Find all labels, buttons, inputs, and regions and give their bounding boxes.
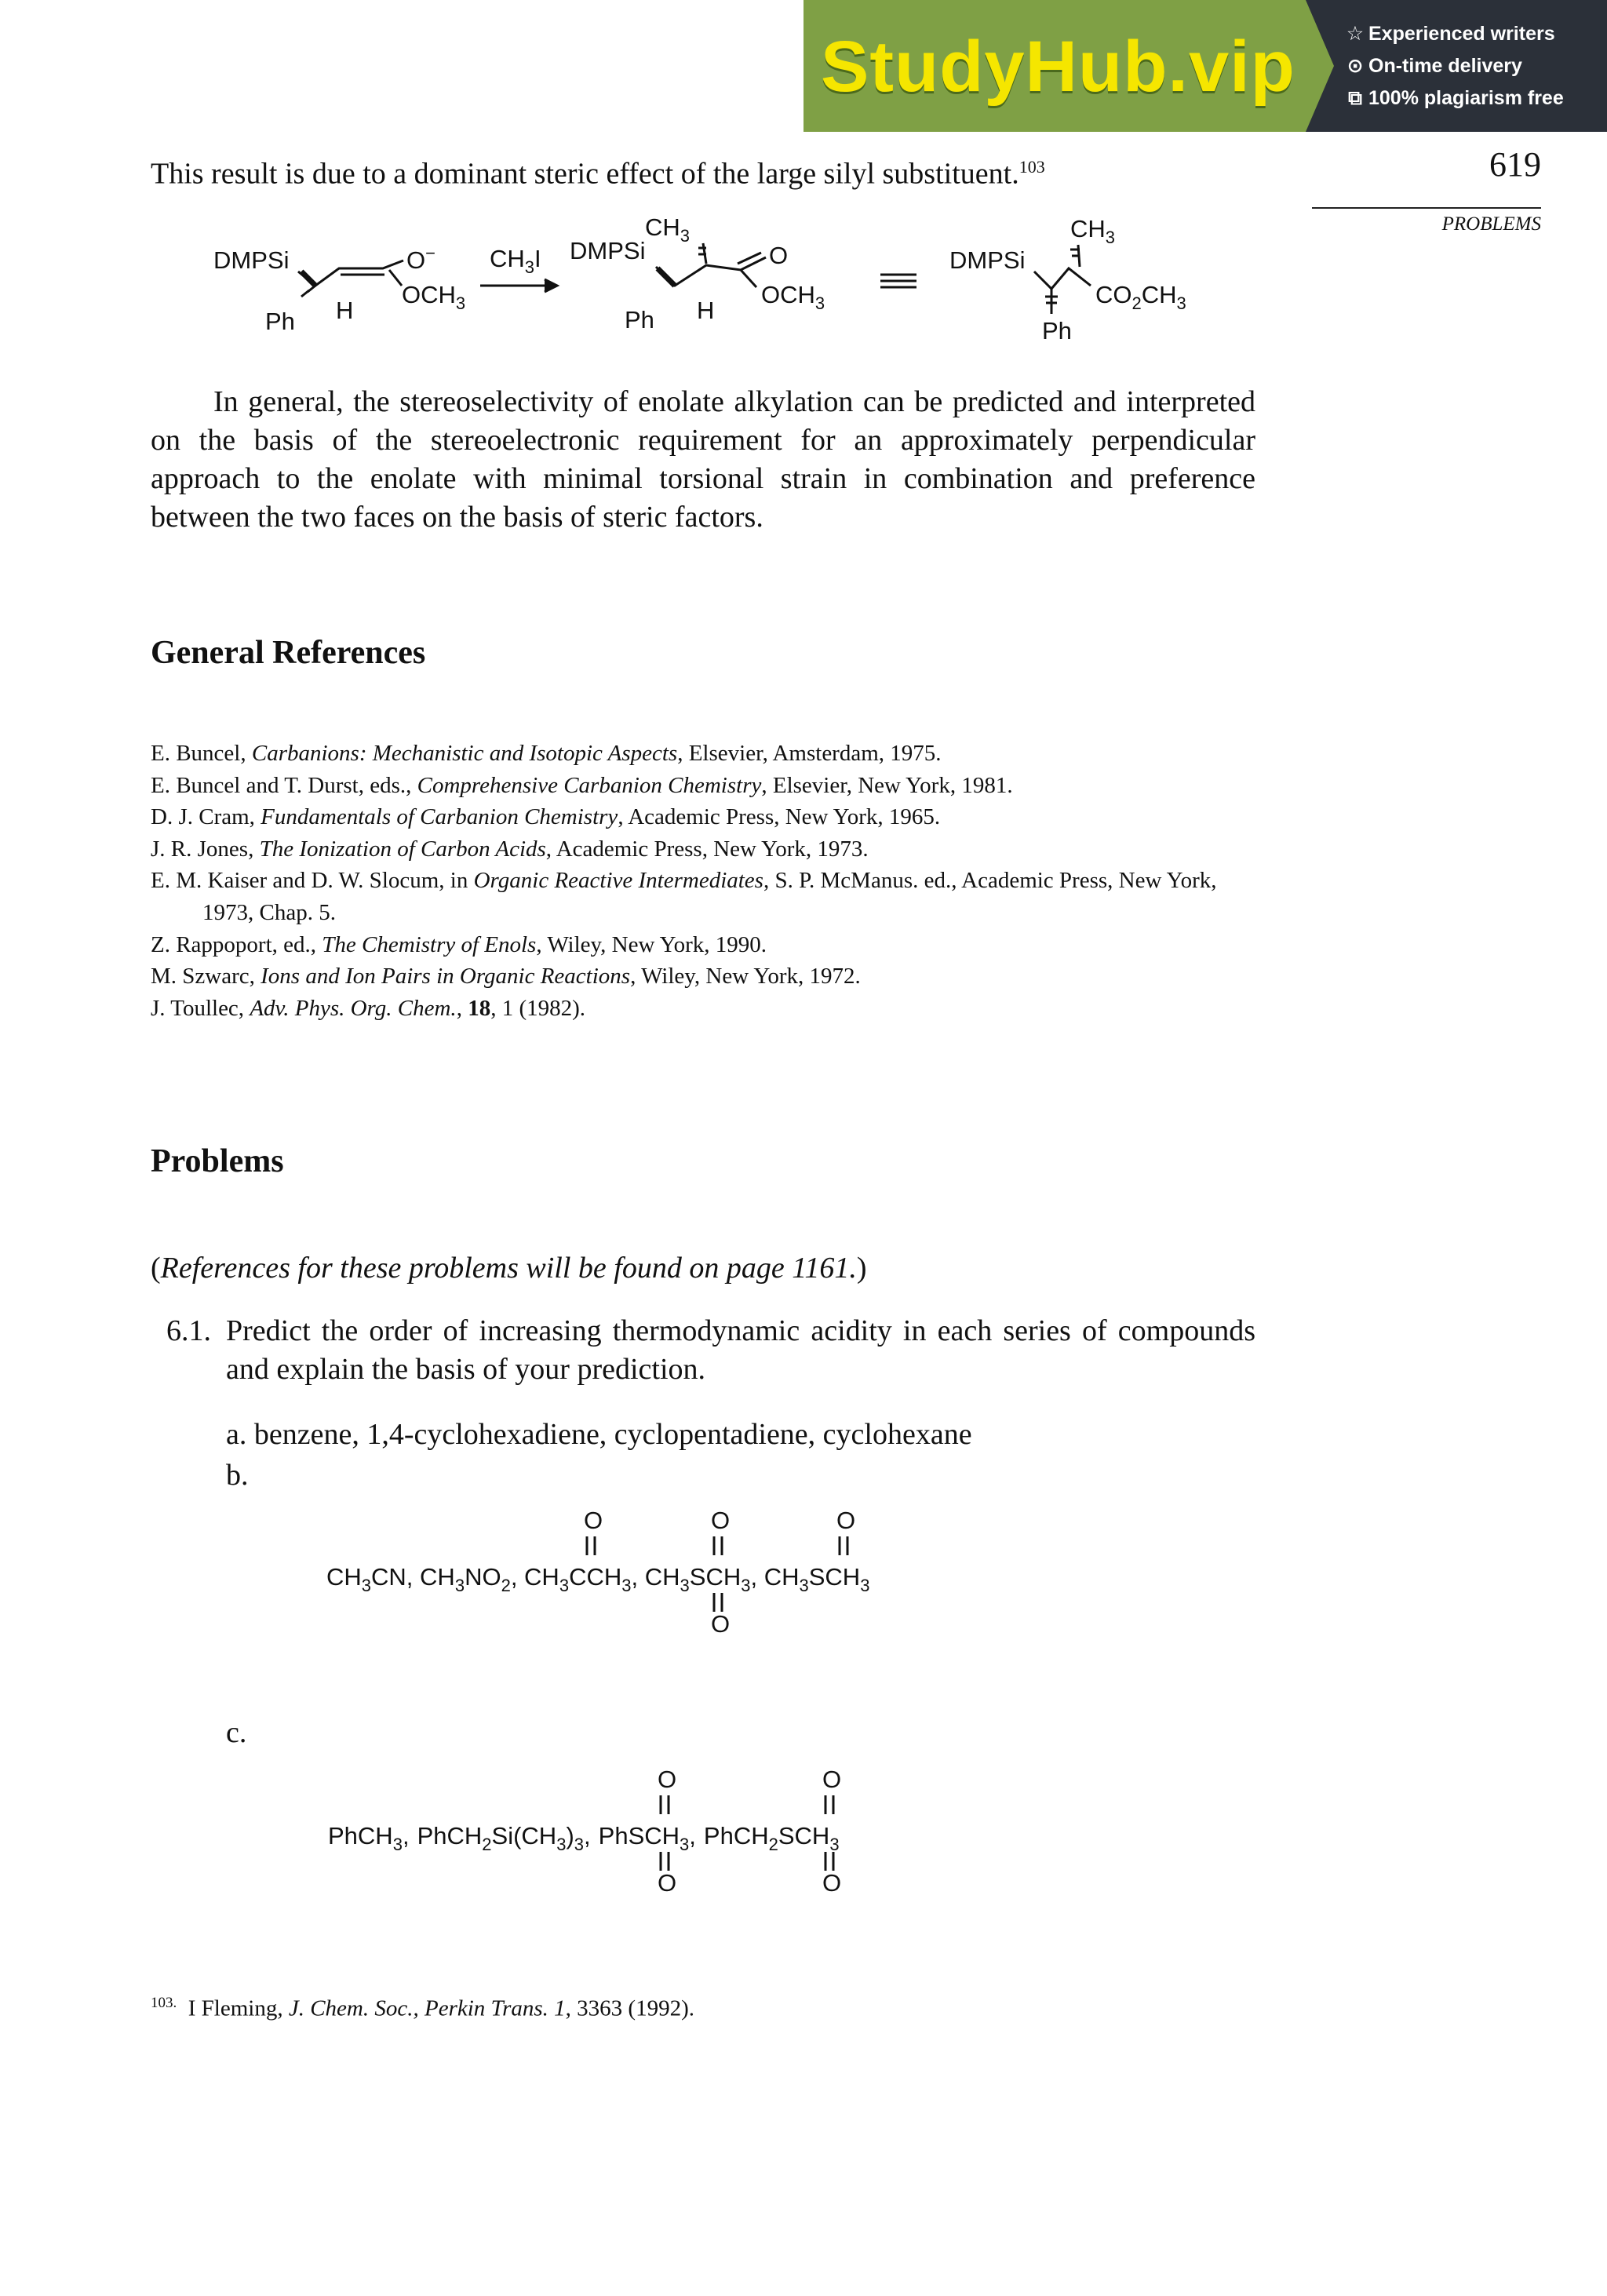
product-methyl: $CH_3$ bbox=[645, 213, 691, 246]
product-methoxy: $OCH_3$ bbox=[761, 281, 825, 313]
sulfone-oxygen-top: O bbox=[711, 1507, 731, 1534]
problem-part-c-label: c. bbox=[226, 1716, 247, 1749]
running-head-rule bbox=[1312, 207, 1541, 209]
reference-list bbox=[151, 738, 1257, 1024]
product-methoxy-bond bbox=[741, 270, 756, 287]
product-carbonyl: O bbox=[769, 242, 789, 269]
reactant-methoxy: $OCH_3$ bbox=[402, 281, 466, 313]
problem-6-1 bbox=[166, 1312, 1255, 1389]
feature-experienced-writers: ☆ Experienced writers bbox=[1346, 23, 1555, 45]
reactant-wedge bbox=[301, 272, 315, 286]
footnote-ref[interactable]: 103 bbox=[1018, 157, 1045, 177]
problems-reference-note: (References for these problems will be found on page 1161.) bbox=[151, 1252, 867, 1285]
sulfoxide-oxygen: O bbox=[836, 1507, 856, 1534]
page-number: 619 bbox=[1489, 145, 1541, 184]
product-methyl-hash bbox=[698, 243, 706, 264]
sulfone-double-bond-bottom bbox=[714, 1593, 722, 1612]
reference-item: J. Toullec, Adv. Phys. Org. Chem., 18, 1 (1982). bbox=[151, 995, 586, 1021]
reaction-scheme bbox=[0, 204, 1255, 361]
sulfone2-double-bond-bottom bbox=[825, 1852, 833, 1871]
product-h: H bbox=[697, 297, 715, 324]
reference-item: E. Buncel, Carbanions: Mechanistic and Isotopic Aspects, Elsevier, Amsterdam, 1975. bbox=[151, 741, 942, 766]
reference-item: J. R. Jones, The Ionization of Carbon Acids, Academic Press, New York, 1973. bbox=[151, 836, 869, 862]
footnote-number: 103. bbox=[151, 1995, 177, 2011]
reaction-arrowhead bbox=[545, 279, 557, 292]
reference-item: M. Szwarc, Ions and Ion Pairs in Organic Reactions, Wiley, New York, 1972. bbox=[151, 964, 861, 989]
problem-number: 6.1. bbox=[166, 1314, 211, 1347]
sulfone1-oxygen-bottom: O bbox=[658, 1869, 677, 1897]
reactant-hash bbox=[301, 286, 315, 297]
reactant-methoxy-bond bbox=[389, 270, 402, 286]
copy-icon: ⧉ bbox=[1348, 87, 1362, 109]
projection-methyl: $CH_3$ bbox=[1070, 215, 1116, 247]
sulfone2-oxygen-top: O bbox=[822, 1766, 842, 1793]
product-ph: Ph bbox=[625, 306, 654, 333]
series-b-structures bbox=[0, 1507, 1020, 1648]
banner-arrow bbox=[1306, 0, 1334, 132]
series-c-formulas: PhCH$_3$, $PhCH_2Si(CH_3)_3$, PhSCH$_3$, $PhCH_2SCH_3$ bbox=[328, 1822, 840, 1854]
reference-item: Z. Rappoport, ed., The Chemistry of Enols, Wiley, New York, 1990. bbox=[151, 931, 767, 957]
projection-ester: $CO_2CH_3$ bbox=[1095, 281, 1186, 313]
projection-methyl-hash bbox=[1070, 245, 1080, 267]
sulfone1-oxygen-top: O bbox=[658, 1766, 677, 1793]
running-head: PROBLEMS bbox=[1441, 213, 1541, 235]
projection-ph-hash bbox=[1045, 289, 1058, 314]
reagent-label: $CH_3I$ bbox=[490, 245, 541, 277]
series-c-structures bbox=[0, 1766, 1020, 1907]
feature-on-time-delivery: ⊙ On-time delivery bbox=[1345, 54, 1522, 78]
clock-icon: ⊙ bbox=[1346, 55, 1364, 77]
product-silyl: DMPSi bbox=[570, 237, 646, 264]
reactant-silyl: DMPSi bbox=[213, 246, 290, 274]
sulfone2-oxygen-bottom: O bbox=[822, 1869, 842, 1897]
feature-plagiarism-free: ⧉ 100% plagiarism free bbox=[1345, 86, 1564, 110]
equivalence-sign bbox=[880, 275, 916, 287]
product-wedge bbox=[658, 268, 675, 286]
footnote: $^{103.}$ I Fleming, J. Chem. Soc., Perkin Trans. 1, 3363 (1992). bbox=[151, 1995, 694, 2021]
studyhub-logo[interactable]: StudyHub.vip bbox=[821, 27, 1295, 107]
projection-silyl: DMPSi bbox=[949, 246, 1026, 274]
projection-bonds bbox=[1034, 268, 1091, 289]
reference-item: D. J. Cram, Fundamentals of Carbanion Chemistry, Academic Press, New York, 1965. bbox=[151, 804, 941, 830]
sulfone-double-bond-top bbox=[714, 1536, 722, 1555]
problems-heading: Problems bbox=[151, 1143, 284, 1179]
reactant-ph: Ph bbox=[265, 308, 295, 335]
star-icon: ☆ bbox=[1346, 23, 1365, 45]
reference-item: E. Buncel and T. Durst, eds., Comprehensive Carbanion Chemistry, Elsevier, New York, 1981. bbox=[151, 772, 1013, 798]
problem-part-b-label: b. bbox=[226, 1459, 249, 1492]
studyhub-banner[interactable] bbox=[804, 0, 1607, 132]
general-references-heading: General References bbox=[151, 635, 426, 671]
sulfone1-double-bond-top bbox=[661, 1795, 669, 1814]
projection-ph: Ph bbox=[1042, 317, 1072, 344]
sulfoxide-double-bond bbox=[840, 1536, 847, 1555]
reactant-h: H bbox=[336, 297, 354, 324]
sulfone-oxygen-bottom: O bbox=[711, 1610, 731, 1638]
intro-sentence: This result is due to a dominant steric effect of the large silyl substituent.$^{103}$ bbox=[151, 157, 1045, 191]
stereoselectivity-paragraph: In general, the stereoselectivity of enolate alkylation can be predicted and interpreted on the basis of the stereoelectronic requirement for an approximately perpendicular approach to the enolate with minimal torsional strain in combination and preference between the two faces on the basis of steric factors. bbox=[151, 385, 1255, 534]
problem-part-a: a. benzene, 1,4-cyclohexadiene, cyclopentadiene, cyclohexane bbox=[226, 1418, 972, 1451]
problem-text: Predict the order of increasing thermodynamic acidity in each series of compounds and explain the basis of your prediction. bbox=[226, 1314, 1255, 1386]
series-b-formulas: $CH_3CN$, $CH_3NO_2$, $CH_3CCH_3$, $CH_3SCH_3$, $CH_3SCH_3$ bbox=[326, 1563, 870, 1595]
reactant-oxide: O− bbox=[406, 243, 435, 274]
sulfone1-double-bond-bottom bbox=[661, 1852, 669, 1871]
ketone-oxygen: O bbox=[584, 1507, 603, 1534]
reference-item: E. M. Kaiser and D. W. Slocum, in Organic Reactive Intermediates, S. P. McManus. ed., Academic Press, New York, 1973, Chap. 5. bbox=[151, 868, 1217, 925]
sulfone2-double-bond-top bbox=[825, 1795, 833, 1814]
ketone-double-bond bbox=[587, 1536, 595, 1555]
